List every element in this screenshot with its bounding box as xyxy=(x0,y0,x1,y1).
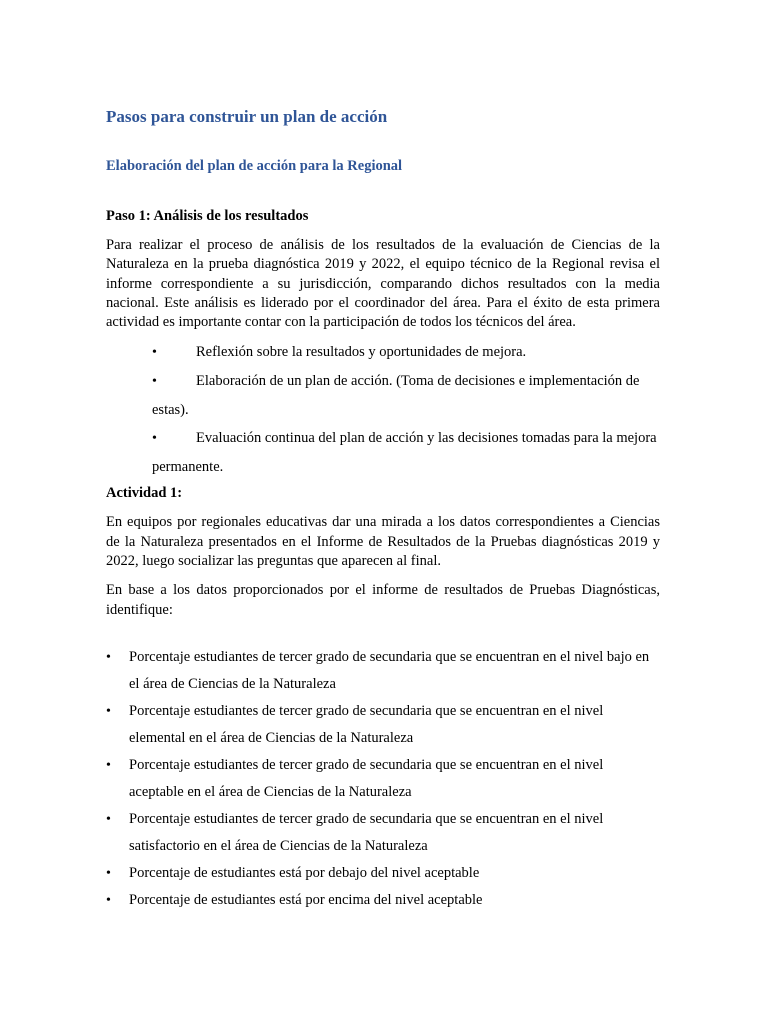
bullet-icon: • xyxy=(106,811,111,827)
list-item-text: Porcentaje estudiantes de tercer grado de secundaria que se encuentran en el nivel satisfactorio en el área de Ciencias de la Naturaleza xyxy=(129,810,604,854)
list-item xyxy=(106,887,660,914)
page-content xyxy=(106,106,660,914)
section-subtitle: Elaboración del plan de acción para la Regional xyxy=(106,158,403,174)
list-item xyxy=(152,424,660,481)
identify-list xyxy=(106,644,660,914)
list-item xyxy=(106,644,660,698)
bullet-icon: • xyxy=(106,865,111,881)
list-item-text: Reflexión sobre la resultados y oportunidades de mejora. xyxy=(196,344,527,361)
list-item xyxy=(152,367,660,424)
list-item xyxy=(106,860,660,887)
document-title: Pasos para construir un plan de acción xyxy=(106,107,388,126)
list-item-text: Evaluación continua del plan de acción y las decisiones tomadas para la mejora permanente. xyxy=(152,430,657,476)
list-item xyxy=(106,698,660,752)
step1-list xyxy=(106,338,660,481)
bullet-icon: • xyxy=(106,703,111,719)
bullet-icon: • xyxy=(152,345,157,361)
bullet-icon: • xyxy=(106,892,111,908)
list-item xyxy=(106,806,660,860)
activity-paragraph-2: En base a los datos proporcionados por el informe de resultados de Pruebas Diagnósticas, identifique: xyxy=(106,582,660,618)
list-item-text: Porcentaje estudiantes de tercer grado de secundaria que se encuentran en el nivel bajo en el área de Ciencias de la Naturaleza xyxy=(129,648,650,692)
list-item-text: Porcentaje estudiantes de tercer grado de secundaria que se encuentran en el nivel aceptable en el área de Ciencias de la Naturaleza xyxy=(129,756,604,800)
bullet-icon: • xyxy=(106,649,111,665)
list-item-text: Porcentaje estudiantes de tercer grado de secundaria que se encuentran en el nivel elemental en el área de Ciencias de la Naturaleza xyxy=(129,702,604,746)
bullet-icon: • xyxy=(152,431,157,447)
activity-paragraph-1: En equipos por regionales educativas dar una mirada a los datos correspondientes a Ciencias de la Naturaleza presentados en el Informe de Resultados de la Pruebas diagnósticas 2019 y 2022, luego socializar las preguntas que aparecen al final. xyxy=(106,514,660,570)
bullet-icon: • xyxy=(106,757,111,773)
step1-paragraph: Para realizar el proceso de análisis de los resultados de la evaluación de Ciencias de la Naturaleza en la prueba diagnóstica 2019 y 2022, el equipo técnico de la Regional revisa el informe correspondiente a su jurisdicción, comparando dichos resultados con la media nacional. Este análisis es liderado por el coordinador del área. Para el éxito de esta primera actividad es importante contar con la participación de todos los técnicos del área. xyxy=(106,237,660,331)
bullet-icon: • xyxy=(152,374,157,390)
list-item-text: Elaboración de un plan de acción. (Toma de decisiones e implementación de estas). xyxy=(152,373,640,419)
list-item xyxy=(106,752,660,806)
step1-heading: Paso 1: Análisis de los resultados xyxy=(106,208,309,224)
activity-heading: Actividad 1: xyxy=(106,485,183,502)
list-item-text: Porcentaje de estudiantes está por encima del nivel aceptable xyxy=(129,891,483,908)
list-item-text: Porcentaje de estudiantes está por debajo del nivel aceptable xyxy=(129,864,480,881)
list-item xyxy=(152,338,660,367)
